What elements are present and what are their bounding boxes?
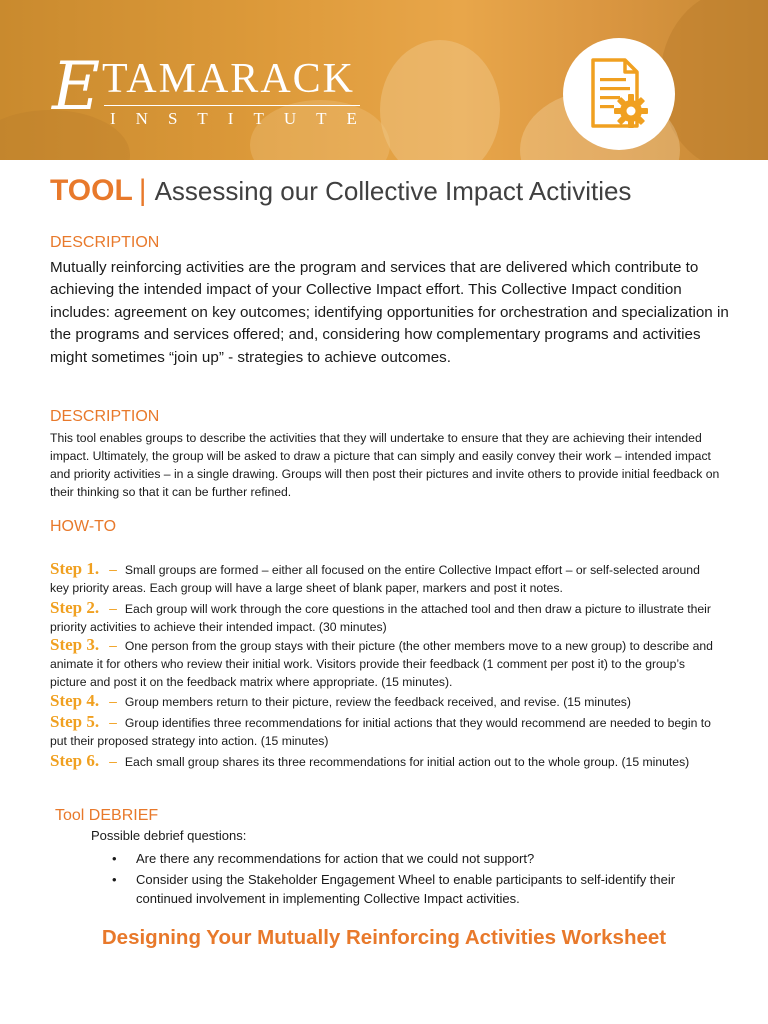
step-item (50, 692, 720, 711)
worksheet-title: Designing Your Mutually Reinforcing Activities Worksheet (101, 926, 667, 949)
title-text: Assessing our Collective Impact Activities (154, 176, 632, 206)
step-dash: – (109, 600, 117, 616)
bullet-text: Are there any recommendations for action that we could not support? (136, 851, 535, 866)
step-text: Each group will work through the core questions in the attached tool and then draw a picture to illustrate their priority activities to achieve their intended impact. (30 minutes) (50, 602, 711, 634)
logo-subtitle: INSTITUTE (110, 109, 377, 128)
step-item (50, 636, 720, 691)
debrief-heading: Tool DEBRIEF (55, 807, 159, 824)
step-text: One person from the group stays with their picture (the other members move to a new group) to describe and animate it for others who review their initial work. Visitors provide their feedback (1 comment per post it) to the group’s picture and post it on the feedback matrix where appropriate. (15 minutes). (50, 639, 713, 689)
step-text: Group members return to their picture, review the feedback received, and revise. (15 minutes) (124, 695, 631, 709)
list-item (110, 849, 730, 868)
document-gear-icon (563, 38, 675, 150)
debrief-intro: Possible debrief questions: (91, 828, 247, 843)
step-dash: – (109, 561, 117, 577)
title-separator: | (138, 174, 147, 207)
howto-heading: HOW-TO (50, 518, 117, 535)
debrief-list (110, 849, 730, 910)
description-body: Mutually reinforcing activities are the program and services that are delivered which contribute to achieving the intended impact of your Collective Impact effort. This Collective Impact condition includes: agreement on key outcomes; identifying opportunities for orchestration and specialization in the programs and services offered; and, considering how complementary programs and activities might sometimes “join up” - strategies to achieve outcomes. (50, 259, 729, 366)
step-number: Step 6. (50, 751, 100, 770)
step-item (50, 560, 720, 597)
step-number: Step 2. (50, 598, 100, 617)
document-gear-icon-svg (587, 56, 651, 132)
bullet-text: Consider using the Stakeholder Engagement Wheel to enable participants to self-identify their continued involvement in implementing Collective Impact activities. (136, 872, 676, 906)
page-title (50, 174, 631, 208)
description-heading-2: DESCRIPTION (50, 408, 160, 425)
logo-name: TAMARACK (102, 56, 355, 102)
bullet-icon: • (112, 851, 117, 866)
step-dash: – (109, 753, 117, 769)
step-number: Step 3. (50, 635, 100, 654)
title-tool-label: TOOL (50, 174, 133, 207)
logo-divider (104, 105, 360, 106)
description-heading: DESCRIPTION (50, 234, 160, 251)
banner-photo-shape (380, 40, 500, 160)
step-dash: – (109, 714, 117, 730)
step-dash: – (109, 637, 117, 653)
logo-script-mark: E (52, 48, 101, 125)
step-number: Step 5. (50, 712, 100, 731)
bullet-icon: • (112, 872, 117, 887)
step-item (50, 752, 720, 771)
step-number: Step 1. (50, 559, 100, 578)
step-number: Step 4. (50, 691, 100, 710)
step-text: Each small group shares its three recommendations for initial action out to the whole group. (15 minutes) (124, 755, 690, 769)
step-text: Small groups are formed – either all focused on the entire Collective Impact effort – or self-selected around key priority areas. Each group will have a large sheet of blank paper, markers and post it notes. (50, 563, 700, 595)
header-banner (0, 0, 768, 160)
list-item (110, 870, 730, 908)
description-body-2: This tool enables groups to describe the activities that they will undertake to ensure that they are achieving their intended impact. Ultimately, the group will be asked to draw a picture that can simply and easily convey their work – intended impact and priority activities – in a single drawing. Groups will then post their pictures and invite others to provide initial feedback on their thinking so that it can be further refined. (50, 431, 720, 499)
step-item (50, 599, 720, 636)
step-text: Group identifies three recommendations for initial actions that they would recommend are needed to begin to put their proposed strategy into action. (15 minutes) (50, 716, 711, 748)
step-dash: – (109, 693, 117, 709)
step-item (50, 713, 720, 750)
